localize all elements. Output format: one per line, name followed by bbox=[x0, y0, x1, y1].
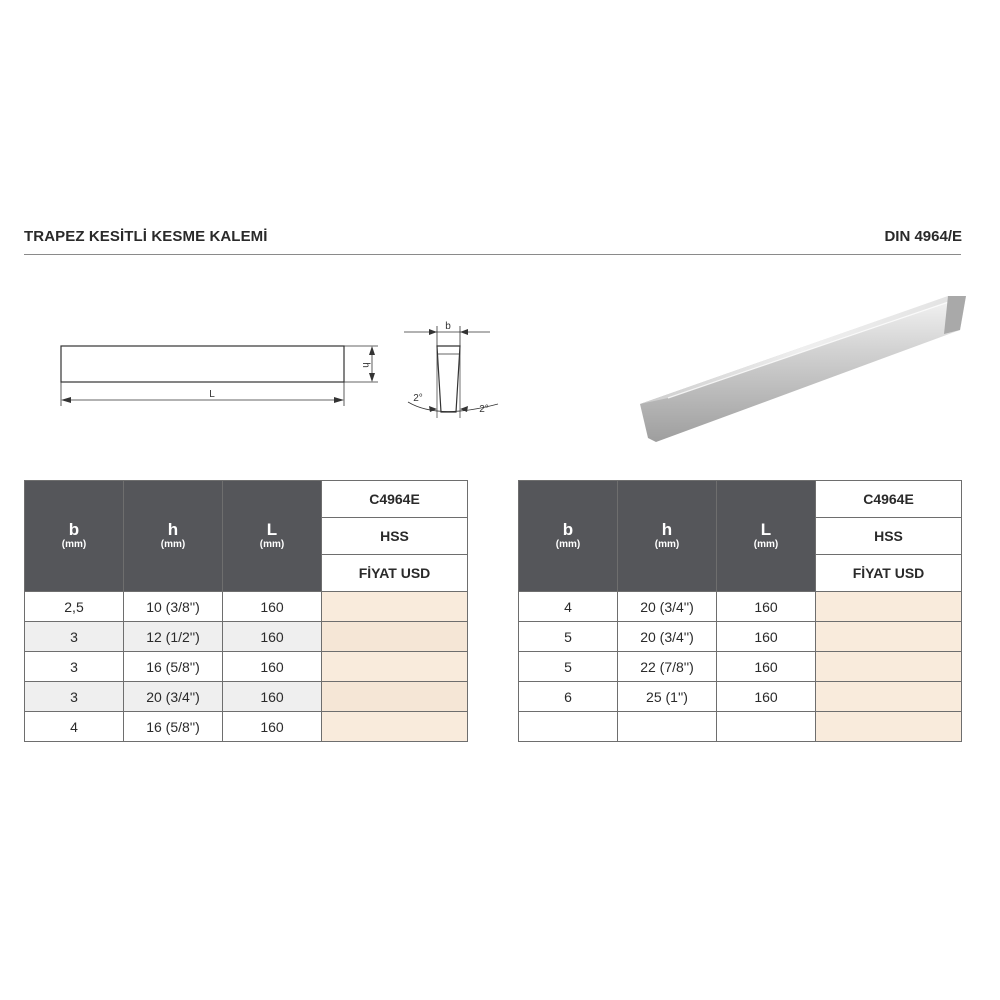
table-row: 5 20 (3/4'') 160 bbox=[519, 622, 962, 652]
table-row: 3 20 (3/4'') 160 bbox=[25, 682, 468, 712]
table-row: 6 25 (1'') 160 bbox=[519, 682, 962, 712]
table-row: 4 16 (5/8'') 160 bbox=[25, 712, 468, 742]
table-row: 3 12 (1/2'') 160 bbox=[25, 622, 468, 652]
angle-right-label: 2° bbox=[479, 404, 489, 415]
table-row bbox=[519, 712, 962, 742]
col-header-L: L (mm) bbox=[223, 481, 322, 592]
col-header-price: FİYAT USD bbox=[816, 555, 962, 592]
price-cell bbox=[322, 622, 468, 652]
col-header-h: h (mm) bbox=[124, 481, 223, 592]
table-row: 3 16 (5/8'') 160 bbox=[25, 652, 468, 682]
price-cell bbox=[322, 652, 468, 682]
price-cell bbox=[816, 652, 962, 682]
price-cell bbox=[322, 682, 468, 712]
table-row: 5 22 (7/8'') 160 bbox=[519, 652, 962, 682]
price-cell bbox=[816, 682, 962, 712]
col-header-material: HSS bbox=[322, 518, 468, 555]
din-standard: DIN 4964/E bbox=[884, 228, 962, 245]
col-header-L: L (mm) bbox=[717, 481, 816, 592]
label-L: L bbox=[209, 389, 215, 400]
price-cell bbox=[816, 592, 962, 622]
technical-drawing bbox=[0, 0, 1000, 470]
price-cell bbox=[816, 622, 962, 652]
col-header-material: HSS bbox=[816, 518, 962, 555]
right-spec-table bbox=[518, 480, 962, 742]
label-b: b bbox=[445, 321, 451, 332]
label-h: h bbox=[360, 362, 371, 368]
cross-section-outline bbox=[437, 346, 460, 412]
left-spec-table bbox=[24, 480, 468, 742]
table-row: 4 20 (3/4'') 160 bbox=[519, 592, 962, 622]
page-title: TRAPEZ KESİTLİ KESME KALEMİ bbox=[24, 228, 268, 245]
col-header-code: C4964E bbox=[322, 481, 468, 518]
price-cell bbox=[322, 592, 468, 622]
product-photo bbox=[640, 296, 966, 442]
col-header-code: C4964E bbox=[816, 481, 962, 518]
col-header-b: b (mm) bbox=[519, 481, 618, 592]
col-header-h: h (mm) bbox=[618, 481, 717, 592]
table-row: 2,5 10 (3/8'') 160 bbox=[25, 592, 468, 622]
angle-left-label: 2° bbox=[413, 393, 423, 404]
price-cell bbox=[322, 712, 468, 742]
col-header-b: b (mm) bbox=[25, 481, 124, 592]
col-header-price: FİYAT USD bbox=[322, 555, 468, 592]
side-view-outline bbox=[61, 346, 344, 382]
price-cell bbox=[816, 712, 962, 742]
